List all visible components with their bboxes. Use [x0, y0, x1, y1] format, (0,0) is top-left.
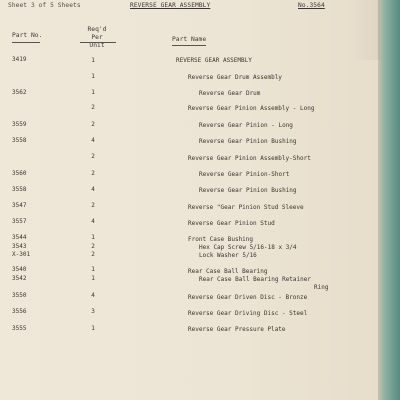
table-row-qty: 2 [91, 202, 95, 209]
table-row-part-name: Reverse Gear Drum Assembly [188, 74, 282, 81]
table-row-part-name: Front Case Bushing [188, 236, 254, 243]
document-title: REVERSE GEAR ASSEMBLY [130, 2, 211, 9]
table-row-part-no-group [12, 234, 30, 260]
table-row-part-no: 3550 [12, 292, 27, 299]
table-row-part-name: Reverse Gear Drum [199, 90, 261, 97]
table-row-part-no: 3543 [12, 242, 27, 250]
column-rule-reqd [80, 42, 116, 43]
table-row-part-name: REVERSE GEAR ASSEMBLY [176, 57, 252, 64]
table-row-qty: 4 [91, 218, 95, 225]
table-row-qty-group [89, 266, 97, 283]
table-row-qty: 1 [91, 234, 95, 241]
table-row-part-no-group [12, 266, 26, 283]
column-header-reqd-line2: Unit [89, 42, 105, 49]
table-row-qty-group [89, 234, 97, 260]
table-row-qty: 1 [91, 57, 95, 64]
table-row-part-no: 3556 [12, 308, 27, 315]
table-row-part-no: X-301 [12, 251, 31, 259]
table-row-part-no: 3547 [12, 202, 27, 209]
table-row-part-no: 3562 [12, 89, 27, 96]
table-row-part-no: 3557 [12, 218, 27, 225]
table-row-qty: 1 [91, 325, 95, 332]
table-row-part-name: Reverse Gear Pinion-Short [199, 171, 290, 178]
table-row-part-no: 3558 [12, 186, 27, 193]
page-shadow [350, 0, 380, 60]
table-row-qty: 1 [91, 89, 95, 96]
column-rule-part-name [172, 45, 206, 46]
table-row-qty: 2 [91, 251, 95, 259]
table-row-part-name: Lock Washer 5/16 [199, 252, 257, 259]
column-rule-part-no [12, 42, 40, 43]
table-row-part-name: Reverse "Gear Pinion Stud Sleeve [188, 204, 304, 211]
column-header-reqd-line1: Req'd Per [87, 26, 107, 41]
table-row-part-name: Reverse Gear Pinion Assembly-Short [188, 155, 311, 162]
page-edge-background [378, 0, 400, 400]
table-row-part-name: Reverse Gear Pressure Plate [188, 326, 286, 333]
table-row-qty: 2 [91, 242, 95, 250]
table-row-part-name: Ring [314, 284, 329, 291]
table-row-part-no: 3555 [12, 325, 27, 332]
table-row-qty: 2 [91, 153, 95, 160]
column-header-reqd-per-unit [80, 26, 114, 50]
table-row-qty: 2 [91, 170, 95, 177]
column-header-part-name: Part Name [172, 36, 207, 43]
table-row-part-name: Reverse Gear Driven Disc - Bronze [188, 294, 308, 301]
table-row-part-name: Reverse Gear Pinion Bushing [199, 138, 297, 145]
table-row-part-name: Reverse Gear Pinion - Long [199, 122, 293, 129]
table-row-part-no: 3559 [12, 121, 27, 128]
table-row-qty: 2 [91, 121, 95, 128]
table-row-part-name: Rear Case Ball Bearing [188, 268, 268, 275]
table-row-part-name: Reverse Gear Pinion Stud [188, 220, 275, 227]
table-row-part-no: 3560 [12, 170, 27, 177]
table-row-part-name: Reverse Gear Driving Disc - Steel [188, 310, 308, 317]
document-number: No.3564 [298, 2, 325, 9]
table-row-part-no: 3558 [12, 137, 27, 144]
table-row-part-no: 3544 [12, 234, 27, 241]
table-row-qty: 1 [91, 274, 95, 282]
table-row-part-name: Hex Cap Screw 5/16-18 x 3/4 [199, 244, 297, 251]
table-row-part-no: 3419 [12, 56, 27, 63]
table-row-part-no: 3540 [12, 266, 27, 273]
table-row-qty: 3 [91, 308, 95, 315]
table-row-part-name: Reverse Gear Pinion Assembly - Long [188, 105, 315, 112]
table-row-qty: 4 [91, 292, 95, 299]
table-row-qty: 1 [91, 73, 95, 80]
table-row-qty: 4 [91, 186, 95, 193]
table-row-qty: 2 [91, 104, 95, 111]
table-row-part-name: Rear Case Ball Bearing Retainer [199, 276, 311, 283]
table-row-qty: 1 [91, 266, 95, 273]
sheet-count-label: Sheet 3 of 5 Sheets [8, 2, 81, 9]
table-row-part-name: Reverse Gear Pinion Bushing [199, 187, 297, 194]
table-row-part-no: 3542 [12, 274, 27, 282]
table-row-qty: 4 [91, 137, 95, 144]
column-header-part-no: Part No. [12, 32, 43, 39]
